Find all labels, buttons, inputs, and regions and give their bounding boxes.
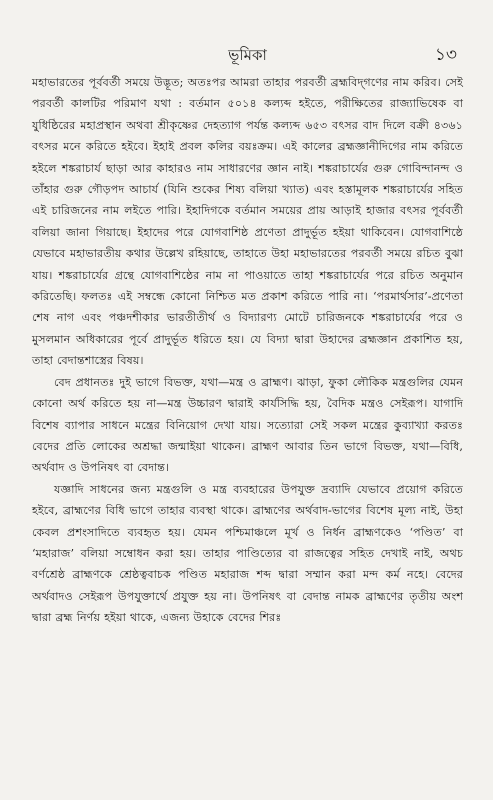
page-header xyxy=(32,38,463,72)
page-number: ১৩ xyxy=(434,45,457,65)
body-text xyxy=(32,72,463,629)
running-title: ভূমিকা xyxy=(228,46,267,64)
paragraph-2: বেদ প্রধানতঃ দুই ভাগে বিভক্ত, যথা—মন্ত্র ও ব্রাহ্মণ। ঝাড়া, ফুকা লৌকিক মন্ত্রগুলির যেমন কোনো অর্থ করিতে হয় না—মন্ত্র উচ্চারণ দ্বারাই কার্যসিদ্ধি হয়, বৈদিক মন্ত্রও সেইরূপ। যাগাদি বিশেষ ব্যাপার সাধনে মন্ত্রের বিনিয়োগ দেখা যায়। সত্যোরা সেই সকল মন্ত্রের কুব্যাখ্যা করতঃ বেদের প্রতি লোকের অশ্রদ্ধা জন্মাইয়া থাকেন। ব্রাহ্মণ আবার তিন ভাগে বিভক্ত, যথা—বিধি, অর্থবাদ ও উপনিষৎ বা বেদান্ত। xyxy=(32,375,463,475)
paragraph-3: যজ্ঞাদি সাধনের জন্য মন্ত্রগুলি ও মন্ত্র ব্যবহারের উপযুক্ত দ্রব্যাদি যেভাবে প্রয়োগ করিতে হইবে, ব্রাহ্মণের বিধি ভাগে তাহার ব্যবস্থা থাকে। ব্রাহ্মণের অর্থবাদ-ভাগের বিশেষ মূল্য নাই, উহা কেবল প্রশংসাদিতে ব্যবহৃত হয়। যেমন পশ্চিমাঞ্চলে মূর্খ ও নির্ধন ব্রাহ্মণকেও ‘পণ্ডিত’ বা ‘মহারাজ’ বলিয়া সম্বোধন করা হয়। তাহার পাণ্ডিত্যের বা রাজত্বের সহিত দেখাই নাই, অথচ বর্ণশ্রেষ্ঠ ব্রাহ্মণকে শ্রেষ্ঠত্ববাচক পণ্ডিত মহারাজ শব্দ দ্বারা সম্মান করা মন্দ কর্ম নহে। বেদের অর্থবাদও সেইরূপ উপযুক্তার্থে প্রযুক্ত হয় না। উপনিষৎ বা বেদান্ত নামক ব্রাহ্মণের তৃতীয় অংশ দ্বারা ব্রহ্ম নির্ণয় হইয়া থাকে, এজন্য উহাকে বেদের শিরঃ xyxy=(32,482,463,625)
paragraph-1: মহাভারতের পূর্ববর্তী সময়ে উদ্ভূত; অতঃপর আমরা তাহার পরবর্তী ব্রহ্মবিদ্‌গণের নাম করিব। সেই পরবর্তী কালটির পরিমাণ যথা : বর্তমান ৫০১৪ কল্যব্দ হইতে, পরীক্ষিতের রাজ্যাভিষেক বা যুধিষ্ঠিরের মহাপ্রস্থান অথবা শ্রীকৃষ্ণের দেহত্যাগ পর্যন্ত কল্যব্দ ৬৫৩ বৎসর বাদ দিলে বক্রী ৪৩৬১ বৎসর মনে করিতে হইবে। ইহাই প্রবল কলির বয়ঃক্রম। এই কালের ব্রহ্মজ্ঞানীদিগের নাম করিতে হইলে শঙ্করাচার্য ছাড়া আর কাহারও নাম সাধারণের জ্ঞান নাই। শঙ্করাচার্যের গুরু গোবিন্দানন্দ ও তাঁহার গুরু গৌড়পদ আচার্য (যিনি শুকের শিষ্য বলিয়া খ্যাত) এবং হস্তামূলক শঙ্করাচার্যের সহিত এই চারিজনের নাম লইতে পারি। ইহাদিগকে বর্তমান সময়ের প্রায় আড়াই হাজার বৎসর পূর্ববর্তী বলিয়া জানা গিয়াছে। ইহাদের পরে যোগবাশিষ্ঠ প্রণেতা প্রাদুর্ভূত হইয়া থাকিবেন। যোগবাশিষ্ঠে যেভাবে মহাভারতীয় কথার উল্লেখ রহিয়াছে, তাহাতে উহা মহাভারতের পরবর্তী সময়ে রচিত বুঝা যায়। শঙ্করাচার্যের গ্রন্থে যোগবাশিষ্ঠের নাম না পাওয়াতে তাহা শঙ্করাচার্যের পরে রচিত অনুমান করিতেছি। ফলতঃ এই সম্বন্ধে কোনো নিশ্চিত মত প্রকাশ করিতে পারি না। ‘পরমার্থসার’-প্রণেতা শেষ নাগ এবং পঞ্চদশীকার ভারতীতীর্থ ও বিদ্যারণ্য মোটে চারিজনকে শঙ্করাচার্যের পরে ও মুসলমান অধিকারের পূর্বে প্রাদুর্ভূত ধরিতে হয়। যে বিদ্যা দ্বারা উহাদের ব্রহ্মজ্ঞান প্রকাশিত হয়, তাহা বেদান্তশাস্ত্রের বিষয়। xyxy=(32,76,463,368)
